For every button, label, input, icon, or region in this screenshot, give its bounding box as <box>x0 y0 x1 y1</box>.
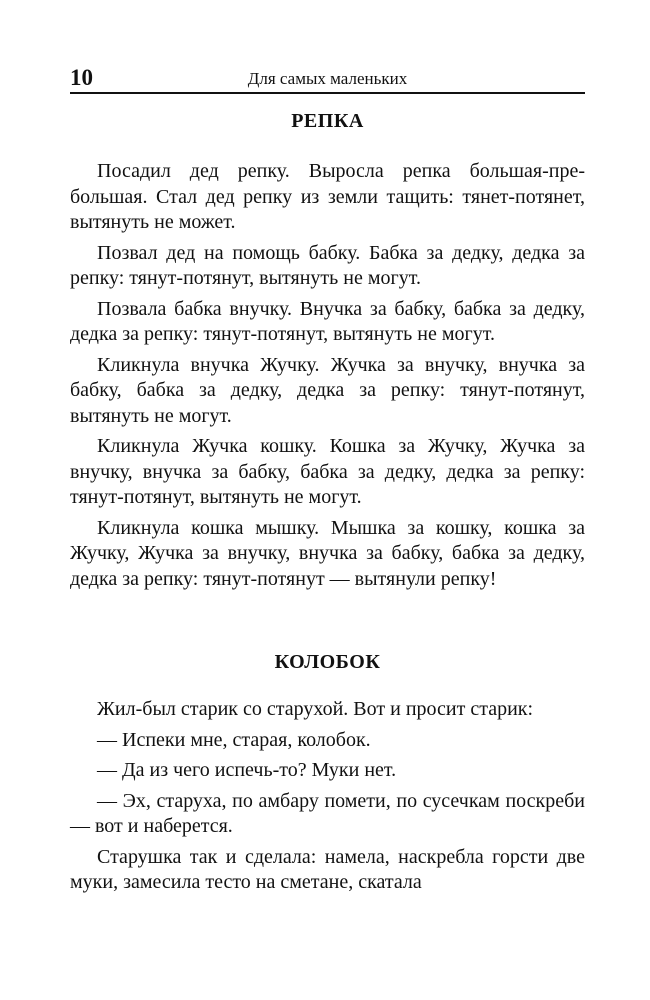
paragraph: Позвала бабка внучку. Внучка за бабку, бабка за дедку, дедка за репку: тянут-потянут, вытянуть не могут. <box>70 297 585 345</box>
paragraph: Посадил дед репку. Выросла репка большая-пребольшая. Стал дед репку из земли тащить: тянет-потянет, вытянуть не может. <box>70 160 585 233</box>
paragraph: Жил-был старик со старухой. Вот и просит старик: <box>97 698 534 720</box>
paragraph: Старушка так и сделала: намела, наскребла горсти две муки, замесила тесто на сметане, скатала <box>70 845 585 893</box>
book-page <box>70 64 585 901</box>
page-number: 10 <box>70 65 93 90</box>
story-title-kolobok: КОЛОБОК <box>274 651 381 673</box>
paragraph: Кликнула Жучка кошку. Кошка за Жучку, Жучка за внучку, внучка за бабку, бабка за дедку, дедка за репку: тянут-потянут, вытянуть не могут. <box>70 435 585 508</box>
paragraph: Кликнула внучка Жучку. Жучка за внучку, внучка за бабку, бабка за дедку, дедка за репку: тянут-потянут, вытянуть не могут. <box>70 353 585 427</box>
paragraph: Позвал дед на помощь бабку. Бабка за дедку, дедка за репку: тянут-потянут, вытянуть не могут. <box>70 241 585 289</box>
story-title-repka: РЕПКА <box>291 110 364 132</box>
running-title: Для самых маленьких <box>247 69 408 88</box>
paragraph: — Испеки мне, старая, колобок. <box>97 728 371 751</box>
paragraph: Кликнула кошка мышку. Мышка за кошку, кошка за Жучку, Жучка за внучку, внучка за бабку, бабка за дедку, дедка за репку: тянут-потянут — вытянули репку! <box>70 516 585 590</box>
paragraph: — Да из чего испечь-то? Муки нет. <box>97 759 397 781</box>
paragraph: — Эх, старуха, по амбару помети, по сусечкам поскреби — вот и наберется. <box>70 789 585 837</box>
running-head <box>70 64 585 94</box>
story-text-repka <box>70 159 585 592</box>
story-text-kolobok <box>70 697 585 896</box>
